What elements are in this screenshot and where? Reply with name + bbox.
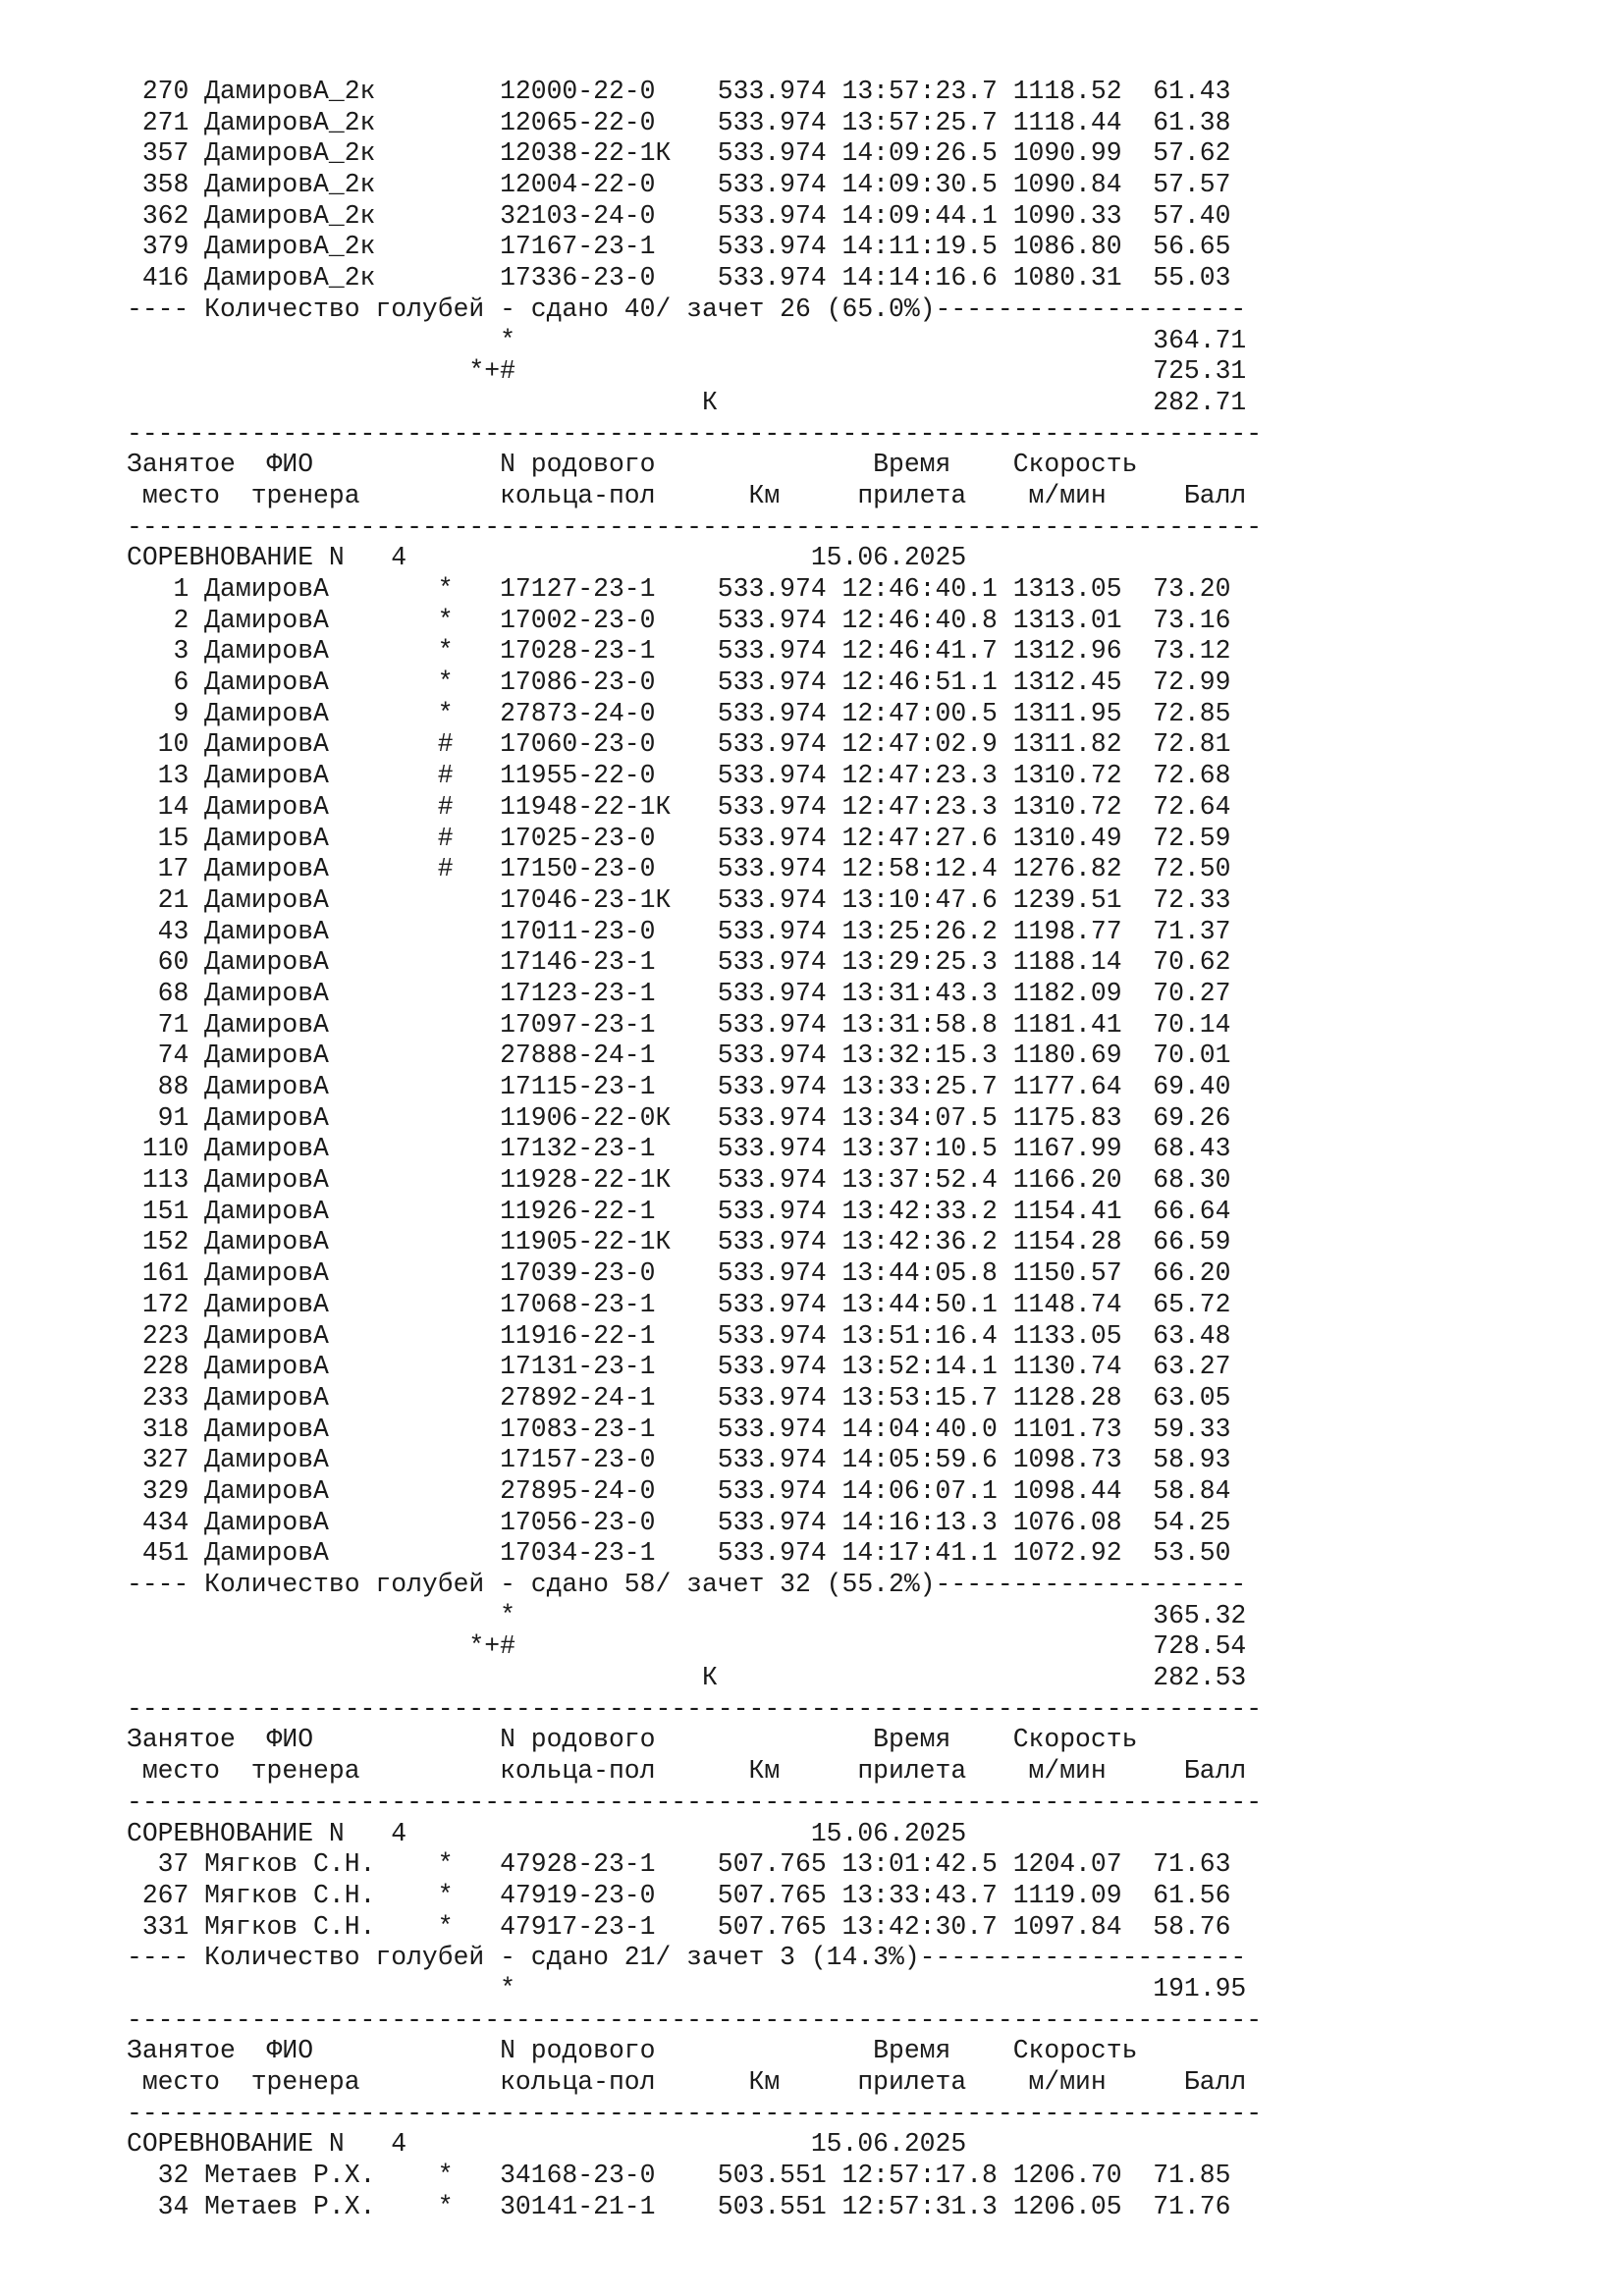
report-line: ------------------------------------------------------------------------- <box>127 418 1263 449</box>
report-line: * 365.32 <box>127 1600 1247 1630</box>
report-line: 327 ДамировА 17157-23-0 533.974 14:05:59.6 1098.73 58.93 <box>127 1445 1231 1475</box>
report-line: Занятое ФИО N родового Время Скорость <box>127 2036 1138 2066</box>
report-line: 88 ДамировА 17115-23-1 533.974 13:33:25.7 1177.64 69.40 <box>127 1072 1231 1101</box>
report-line: 329 ДамировА 27895-24-0 533.974 14:06:07.1 1098.44 58.84 <box>127 1475 1231 1506</box>
report-line: 10 ДамировА # 17060-23-0 533.974 12:47:02.9 1311.82 72.81 <box>127 729 1231 760</box>
report-line: 15 ДамировА # 17025-23-0 533.974 12:47:27.6 1310.49 72.59 <box>127 823 1231 853</box>
report-line: 9 ДамировА * 27873-24-0 533.974 12:47:00.5 1311.95 72.85 <box>127 698 1231 728</box>
report-line: 228 ДамировА 17131-23-1 533.974 13:52:14.1 1130.74 63.27 <box>127 1352 1231 1382</box>
report-line: ------------------------------------------------------------------------- <box>127 1787 1263 1817</box>
report-line: *+# 728.54 <box>127 1631 1247 1662</box>
report-line: *+# 725.31 <box>127 356 1247 387</box>
report-line: 152 ДамировА 11905-22-1К 533.974 13:42:36.2 1154.28 66.59 <box>127 1227 1231 1257</box>
report-line: место тренера кольца-пол Км прилета м/мин Балл <box>127 1756 1247 1787</box>
report-line: 358 ДамировА_2к 12004-22-0 533.974 14:09:30.5 1090.84 57.57 <box>127 170 1231 200</box>
report-line: 60 ДамировА 17146-23-1 533.974 13:29:25.3 1188.14 70.62 <box>127 947 1231 978</box>
report-line: 331 Мягков С.Н. * 47917-23-1 507.765 13:42:30.7 1097.84 58.76 <box>127 1911 1231 1942</box>
report-line: 318 ДамировА 17083-23-1 533.974 14:04:40.0 1101.73 59.33 <box>127 1414 1231 1444</box>
report-line: 71 ДамировА 17097-23-1 533.974 13:31:58.8 1181.41 70.14 <box>127 1009 1231 1040</box>
results-report <box>127 77 1262 2222</box>
report-line: 17 ДамировА # 17150-23-0 533.974 12:58:12.4 1276.82 72.50 <box>127 854 1231 884</box>
report-line: К 282.71 <box>127 387 1247 417</box>
report-line: 68 ДамировА 17123-23-1 533.974 13:31:43.3 1182.09 70.27 <box>127 978 1231 1008</box>
report-line: К 282.53 <box>127 1663 1247 1693</box>
report-line: 434 ДамировА 17056-23-0 533.974 14:16:13.3 1076.08 54.25 <box>127 1507 1231 1537</box>
report-line: 14 ДамировА # 11948-22-1К 533.974 12:47:23.3 1310.72 72.64 <box>127 791 1231 822</box>
report-line: ------------------------------------------------------------------------- <box>127 2004 1263 2035</box>
report-line: 37 Мягков С.Н. * 47928-23-1 507.765 13:01:42.5 1204.07 71.63 <box>127 1849 1231 1880</box>
report-line: 13 ДамировА # 11955-22-0 533.974 12:47:23.3 1310.72 72.68 <box>127 761 1231 791</box>
report-line: 267 Мягков С.Н. * 47919-23-0 507.765 13:33:43.7 1119.09 61.56 <box>127 1880 1231 1910</box>
report-line: Занятое ФИО N родового Время Скорость <box>127 1725 1138 1755</box>
report-line: 233 ДамировА 27892-24-1 533.974 13:53:15.7 1128.28 63.05 <box>127 1382 1231 1413</box>
report-line: ------------------------------------------------------------------------- <box>127 2098 1263 2128</box>
report-line: 223 ДамировА 11916-22-1 533.974 13:51:16.4 1133.05 63.48 <box>127 1320 1231 1351</box>
report-line: 451 ДамировА 17034-23-1 533.974 14:17:41.1 1072.92 53.50 <box>127 1538 1231 1569</box>
report-line: 91 ДамировА 11906-22-0К 533.974 13:34:07.5 1175.83 69.26 <box>127 1102 1231 1133</box>
report-line: место тренера кольца-пол Км прилета м/мин Балл <box>127 2067 1247 2097</box>
report-line: 21 ДамировА 17046-23-1К 533.974 13:10:47.6 1239.51 72.33 <box>127 884 1231 915</box>
report-line: 271 ДамировА_2к 12065-22-0 533.974 13:57:25.7 1118.44 61.38 <box>127 107 1231 137</box>
report-line: 32 Метаев Р.Х. * 34168-23-0 503.551 12:57:17.8 1206.70 71.85 <box>127 2161 1231 2191</box>
report-line: ------------------------------------------------------------------------- <box>127 511 1263 542</box>
report-line: 43 ДамировА 17011-23-0 533.974 13:25:26.2 1198.77 71.37 <box>127 916 1231 946</box>
report-line: Занятое ФИО N родового Время Скорость <box>127 450 1138 480</box>
report-line: 1 ДамировА * 17127-23-1 533.974 12:46:40.1 1313.05 73.20 <box>127 574 1231 604</box>
report-line: ---- Количество голубей - сдано 21/ зачет 3 (14.3%)--------------------- <box>127 1943 1247 1973</box>
report-line: 113 ДамировА 11928-22-1К 533.974 13:37:52.4 1166.20 68.30 <box>127 1165 1231 1196</box>
report-line: 6 ДамировА * 17086-23-0 533.974 12:46:51.1 1312.45 72.99 <box>127 667 1231 698</box>
report-line: 416 ДамировА_2к 17336-23-0 533.974 14:14:16.6 1080.31 55.03 <box>127 263 1231 294</box>
report-line: 151 ДамировА 11926-22-1 533.974 13:42:33.2 1154.41 66.64 <box>127 1196 1231 1226</box>
report-line: 110 ДамировА 17132-23-1 533.974 13:37:10.5 1167.99 68.43 <box>127 1134 1231 1164</box>
report-line: 379 ДамировА_2к 17167-23-1 533.974 14:11:19.5 1086.80 56.65 <box>127 232 1231 262</box>
report-line: ------------------------------------------------------------------------- <box>127 1693 1263 1724</box>
report-line: место тренера кольца-пол Км прилета м/мин Балл <box>127 480 1247 510</box>
report-line: * 191.95 <box>127 1973 1247 2003</box>
report-line: 362 ДамировА_2к 32103-24-0 533.974 14:09:44.1 1090.33 57.40 <box>127 200 1231 231</box>
report-line: ---- Количество голубей - сдано 40/ зачет 26 (65.0%)-------------------- <box>127 294 1247 324</box>
report-line: 270 ДамировА_2к 12000-22-0 533.974 13:57:23.7 1118.52 61.43 <box>127 77 1231 106</box>
report-line: 74 ДамировА 27888-24-1 533.974 13:32:15.3 1180.69 70.01 <box>127 1041 1231 1071</box>
report-line: 2 ДамировА * 17002-23-0 533.974 12:46:40.8 1313.01 73.16 <box>127 605 1231 635</box>
report-line: СОРЕВНОВАНИЕ N 4 15.06.2025 <box>127 1818 967 1848</box>
report-line: СОРЕВНОВАНИЕ N 4 15.06.2025 <box>127 2129 967 2160</box>
report-line: 3 ДамировА * 17028-23-1 533.974 12:46:41.7 1312.96 73.12 <box>127 636 1231 667</box>
report-line: * 364.71 <box>127 325 1247 355</box>
report-line: 172 ДамировА 17068-23-1 533.974 13:44:50.1 1148.74 65.72 <box>127 1289 1231 1319</box>
report-line: 357 ДамировА_2к 12038-22-1К 533.974 14:09:26.5 1090.99 57.62 <box>127 138 1231 169</box>
report-line: СОРЕВНОВАНИЕ N 4 15.06.2025 <box>127 543 967 573</box>
report-line: ---- Количество голубей - сдано 58/ зачет 32 (55.2%)-------------------- <box>127 1570 1247 1599</box>
report-line: 161 ДамировА 17039-23-0 533.974 13:44:05.8 1150.57 66.20 <box>127 1258 1231 1289</box>
report-line: 34 Метаев Р.Х. * 30141-21-1 503.551 12:57:31.3 1206.05 71.76 <box>127 2191 1231 2221</box>
